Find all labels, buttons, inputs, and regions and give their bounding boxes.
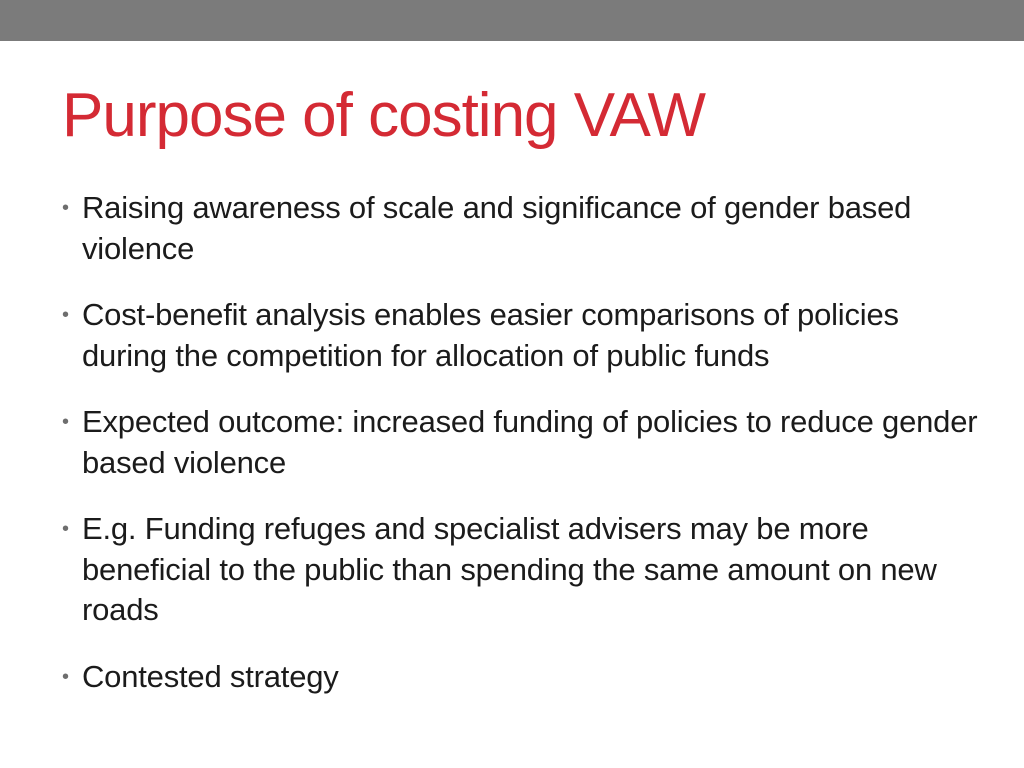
bullet-text: E.g. Funding refuges and specialist advisers may be more beneficial to the public than spending the same amount on new roads <box>82 511 937 627</box>
top-band <box>0 0 1024 41</box>
bullet-list <box>62 188 982 723</box>
bullet-item <box>62 295 982 376</box>
bullet-item <box>62 188 982 269</box>
slide-title: Purpose of costing VAW <box>62 81 706 150</box>
bullet-text: Contested strategy <box>82 658 339 694</box>
bullet-text: Expected outcome: increased funding of policies to reduce gender based violence <box>82 404 978 480</box>
bullet-item <box>62 402 982 483</box>
bullet-marker: • <box>62 665 70 688</box>
bullet-text: Raising awareness of scale and significance of gender based violence <box>82 190 912 266</box>
bullet-item <box>62 509 982 631</box>
bullet-marker: • <box>62 518 70 540</box>
bullet-item <box>62 657 982 698</box>
bullet-marker: • <box>62 411 70 433</box>
bullet-text: Cost-benefit analysis enables easier comparisons of policies during the competition for allocation of public funds <box>82 297 899 373</box>
bullet-marker: • <box>62 197 70 219</box>
bullet-marker: • <box>62 304 70 326</box>
